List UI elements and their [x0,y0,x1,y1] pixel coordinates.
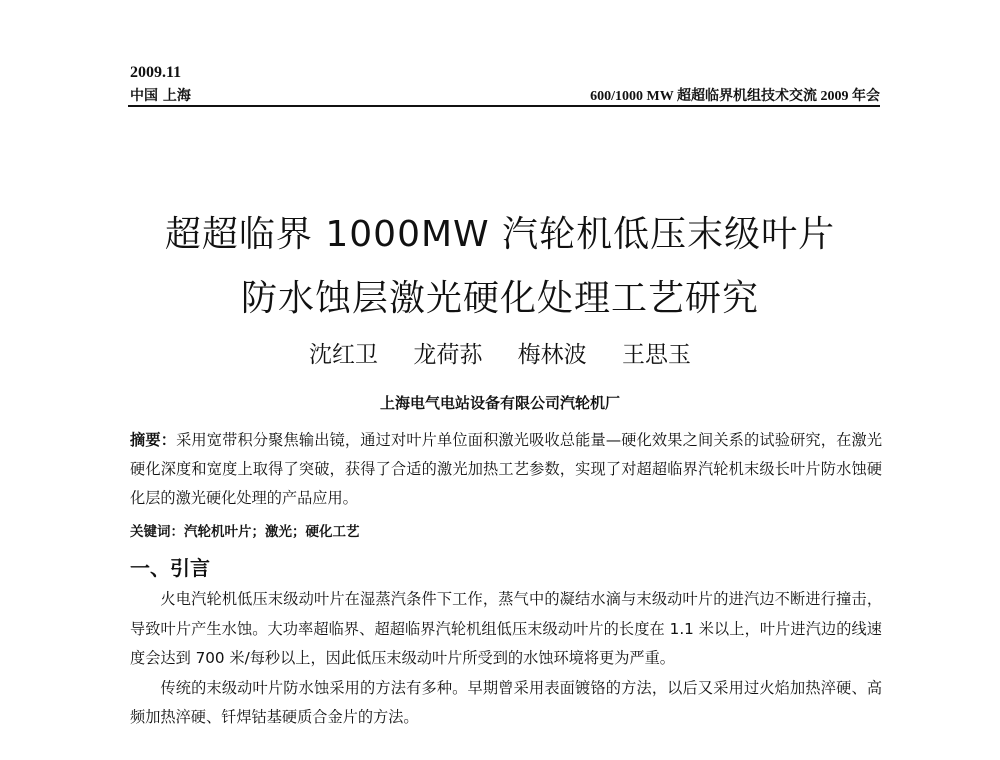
author-name: 梅林波 [517,342,587,368]
author-name: 龙荷荪 [413,342,483,368]
author-list [0,336,1000,369]
abstract-label: 摘要： [130,431,177,449]
author-name: 沈红卫 [309,342,379,368]
keywords: 关键词：汽轮机叶片；激光；硬化工艺 [130,524,360,540]
author-name: 王思玉 [621,342,691,368]
section-heading: 一、引言 [130,556,210,580]
body-paragraph: 传统的末级动叶片防水蚀采用的方法有多种。早期曾采用表面镀铬的方法，以后又采用过火焰加热淬硬、高频加热淬硬、钎焊钴基硬质合金片的方法。 [130,678,882,726]
header-conference: 600/1000 MW 超超临界机组技术交流 2009 年会 [590,89,880,104]
section-body [130,585,882,733]
abstract-text: 采用宽带积分聚焦输出镜，通过对叶片单位面积激光吸收总能量—硬化效果之间关系的试验研究，在激光硬化深度和宽度上取得了突破，获得了合适的激光加热工艺参数，实现了对超超临界汽轮机末级长叶片防水蚀硬化层的激光硬化处理的产品应用。 [130,431,883,507]
header-location: 中国 上海 [130,88,191,104]
header-date: 2009.11 [130,64,182,81]
header-rule [128,105,880,107]
abstract [130,426,882,513]
paper-title-line-1: 超超临界 1000MW 汽轮机低压末级叶片 [164,214,836,255]
body-paragraph: 火电汽轮机低压末级动叶片在湿蒸汽条件下工作，蒸气中的凝结水滴与末级动叶片的进汽边不断进行撞击，导致叶片产生水蚀。大功率超临界、超超临界汽轮机组低压末级动叶片的长度在 1.1 米以上，叶片进汽边的线速度会达到 700 米/每秒以上，因此低压末级动叶片所受到的水蚀环境将更为严重。 [130,590,882,667]
affiliation: 上海电气电站设备有限公司汽轮机厂 [379,394,620,412]
paper-title-line-2: 防水蚀层激光硬化处理工艺研究 [240,278,759,319]
